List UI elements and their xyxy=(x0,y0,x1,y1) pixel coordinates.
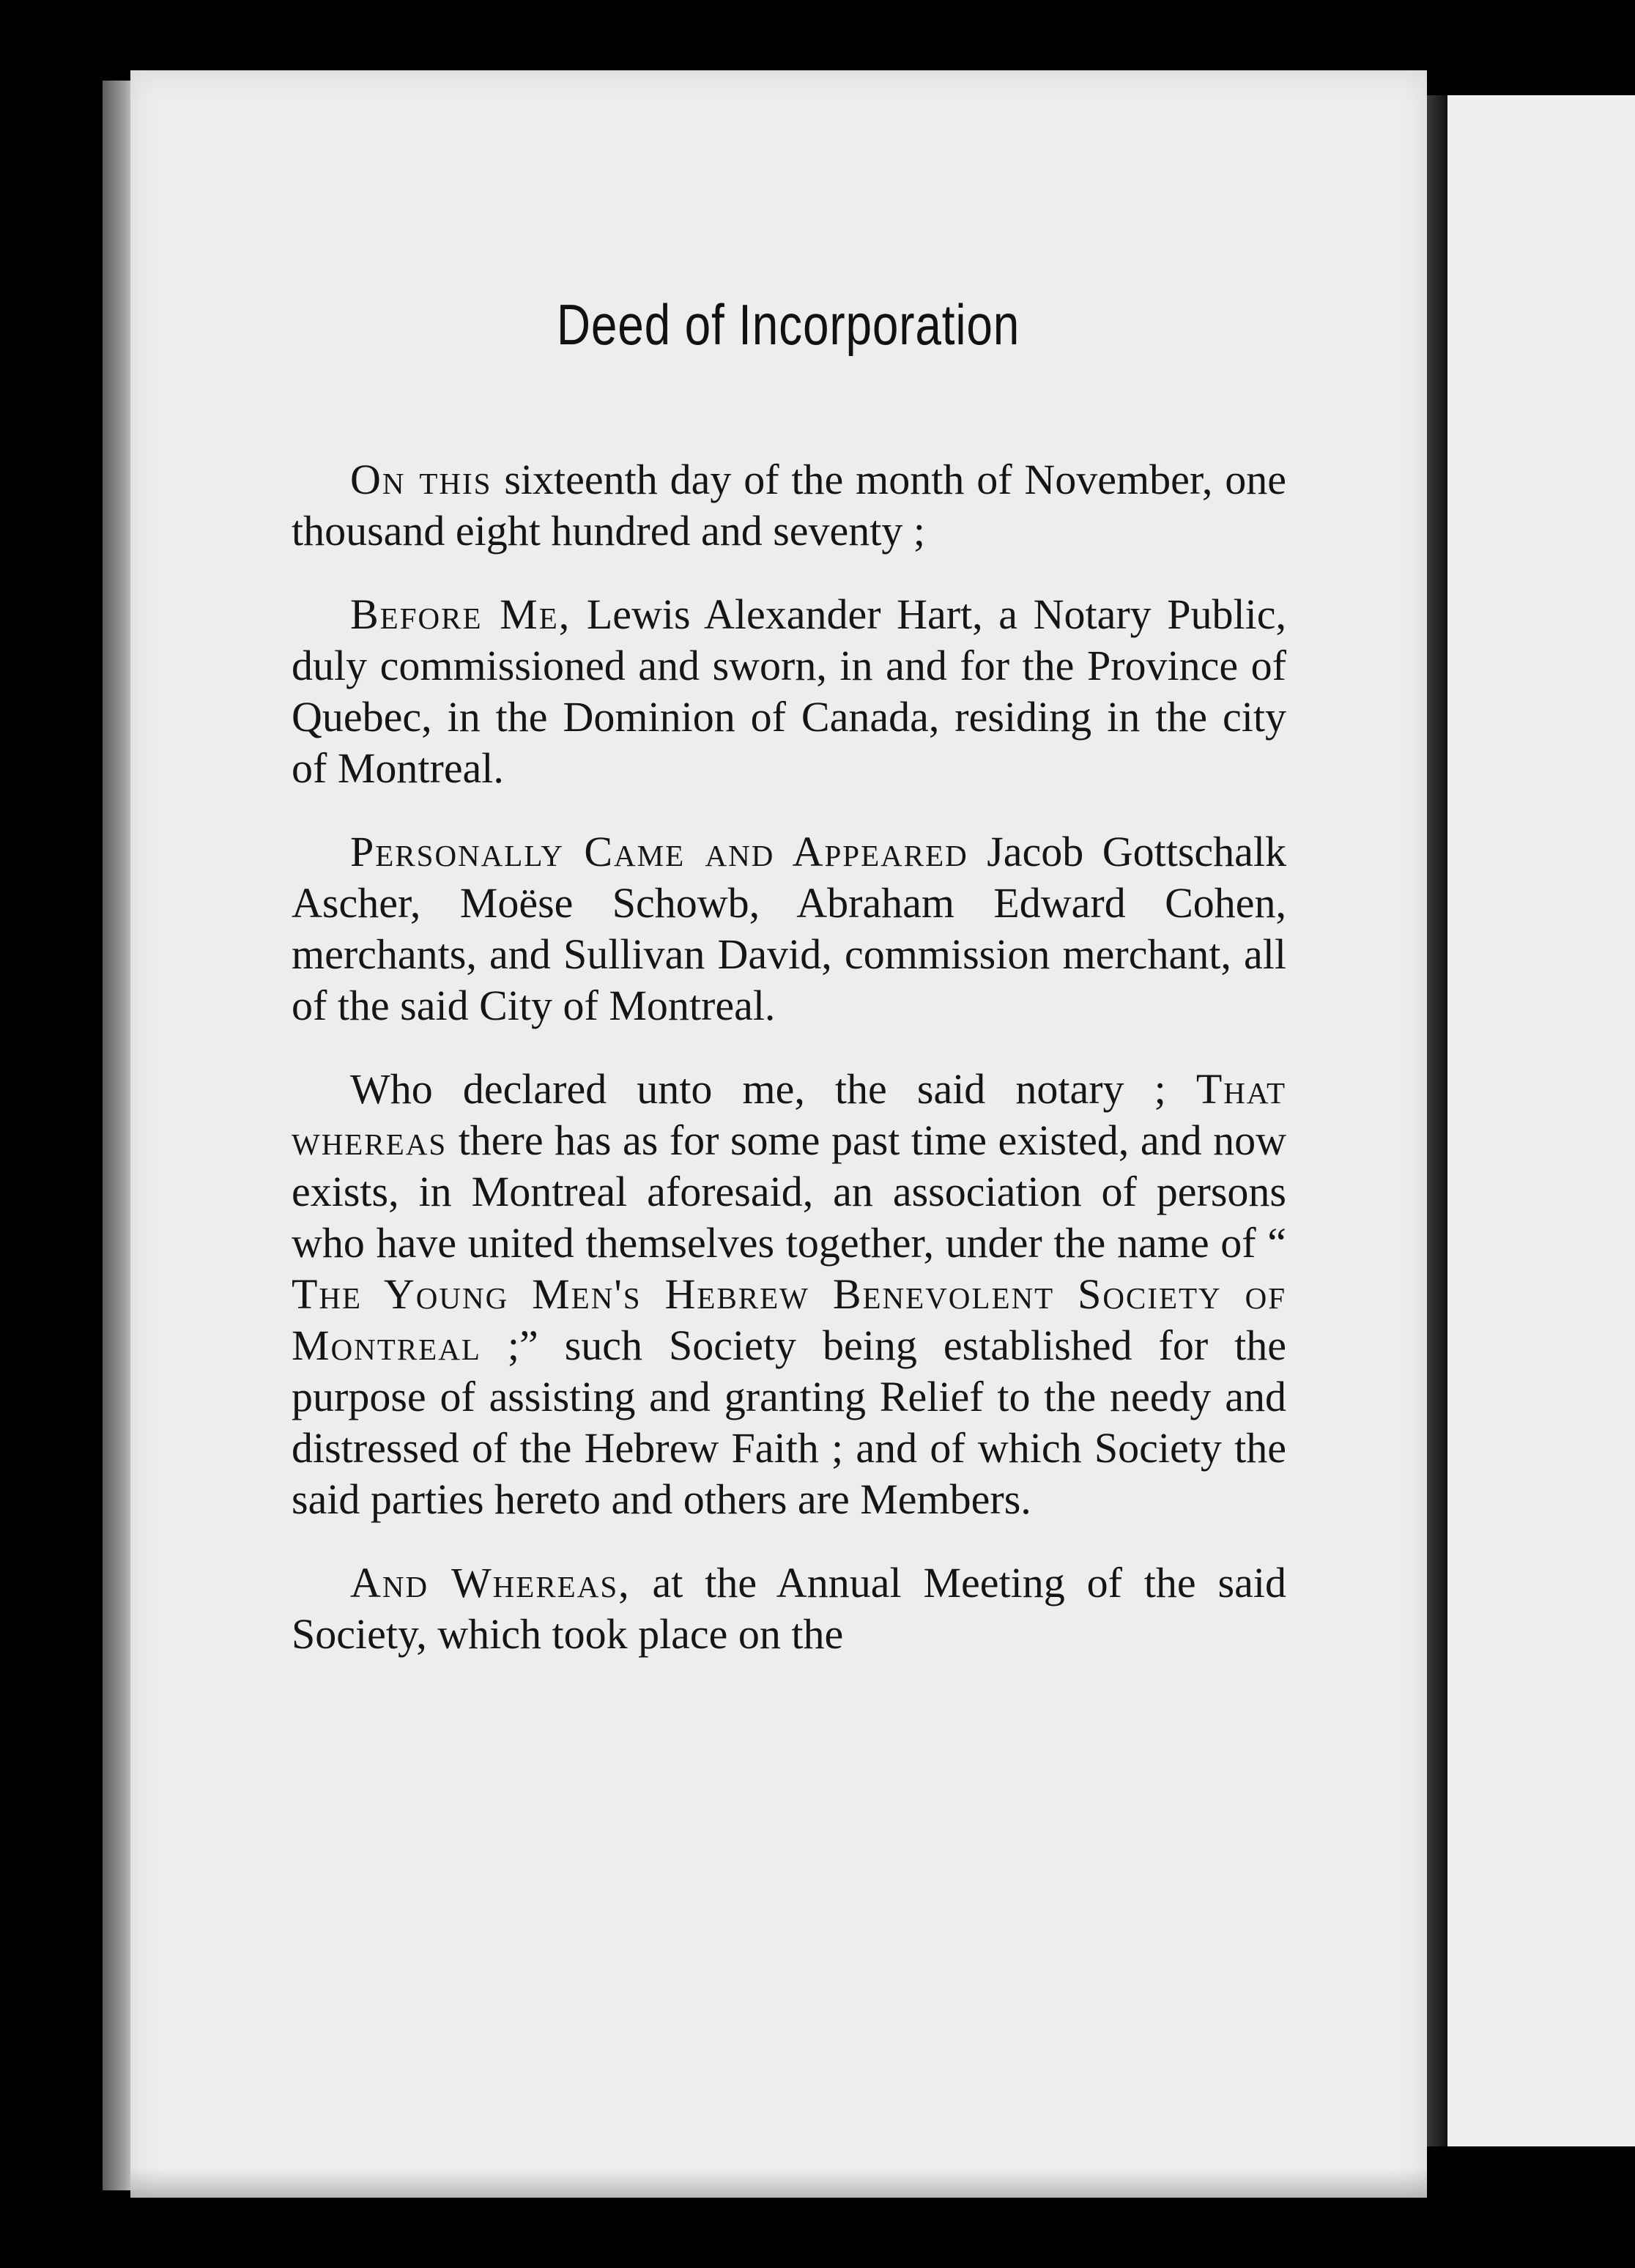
paragraph-declaration xyxy=(292,1064,1286,1525)
paragraph-text: at the Annual Meeting of the said Society, which took place on the xyxy=(292,1559,1286,1658)
document-title: Deed of Incorporation xyxy=(556,292,1020,357)
society-name: The Young Men's Hebrew Benevolent Society of Montreal xyxy=(292,1270,1286,1369)
paragraph-post: ;” such Society being established for the purpose of assisting and granting Relief to the needy and distressed of the Hebrew Faith ; and of which Society the said parties hereto and others are Members. xyxy=(292,1322,1286,1523)
page-bottom-shadow xyxy=(130,2168,1427,2198)
paragraph-text: Jacob Gottschalk Ascher, Moëse Schowb, Abraham Edward Cohen, merchants, and Sullivan David, commission merchant, all of the said City of Montreal. xyxy=(292,828,1287,1029)
document-body xyxy=(292,454,1286,1692)
paragraph-text: Lewis Alexander Hart, a Notary Public, duly commissioned and sworn, in and for the Province of Quebec, in the Dominion of Canada, residing in the city of Montreal. xyxy=(292,590,1286,792)
paragraph-text: there has as for some past time existed, and now exists, in Montreal aforesaid, an association of persons who have united themselves together, under the name of “ xyxy=(292,1116,1286,1267)
facing-page xyxy=(1447,95,1635,2146)
book-gutter xyxy=(1427,95,1447,2146)
paragraph-text: sixteenth day of the month of November, one thousand eight hundred and seventy ; xyxy=(292,456,1286,555)
paragraph-pre: Who declared unto me, the said notary ; xyxy=(350,1065,1196,1113)
paragraph-lead: On this xyxy=(350,456,492,503)
paragraph-lead: Personally Came and Appeared xyxy=(350,828,968,875)
paragraph-date xyxy=(292,454,1286,557)
paragraph-lead: That whereas xyxy=(292,1065,1286,1164)
paragraph-lead: Before Me, xyxy=(350,590,571,638)
paragraph-lead: And Whereas, xyxy=(350,1559,631,1606)
paragraph-notary xyxy=(292,589,1286,794)
paragraph-appearance xyxy=(292,826,1286,1031)
paragraph-whereas xyxy=(292,1557,1286,1660)
